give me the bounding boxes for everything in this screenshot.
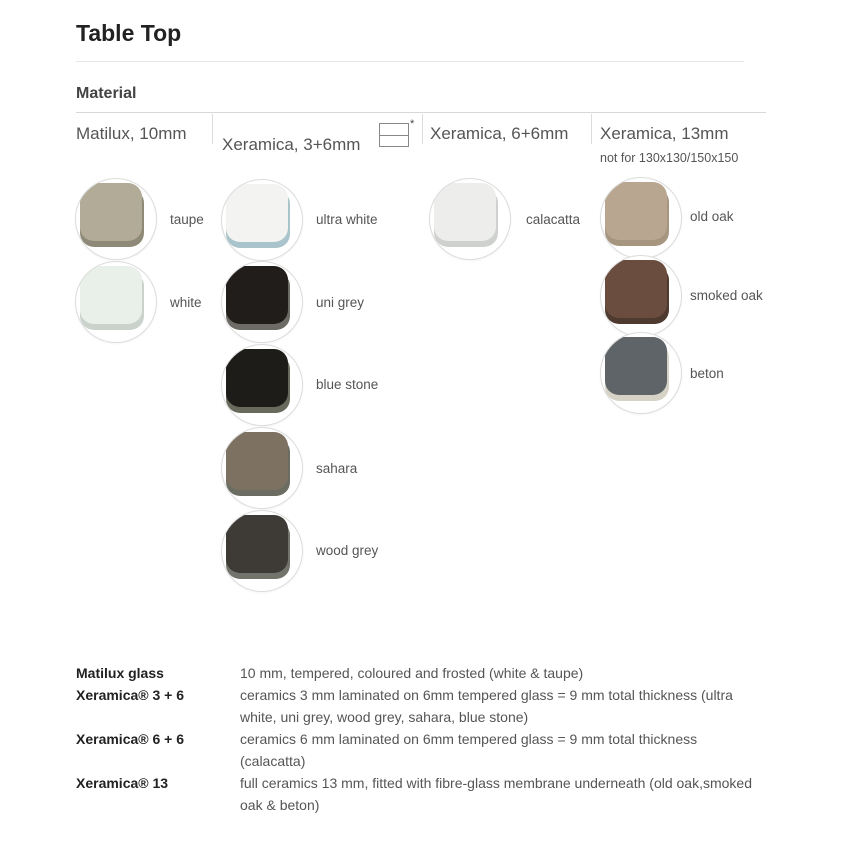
swatch-label-ultra-white: ultra white — [316, 212, 378, 227]
swatch-wood-grey[interactable] — [222, 511, 302, 591]
swatch-label-wood-grey: wood grey — [316, 543, 379, 558]
swatch-label-smoked-oak: smoked oak — [690, 288, 763, 303]
thickness-diagram-icon — [379, 123, 409, 147]
swatch-label-beton: beton — [690, 366, 724, 381]
spec-term-xeramica-13: Xeramica® 13 — [76, 775, 169, 791]
swatch-sahara[interactable] — [222, 428, 302, 508]
swatch-beton[interactable] — [601, 333, 681, 413]
swatch-blue-stone[interactable] — [222, 345, 302, 425]
swatch-ultra-white[interactable] — [222, 180, 302, 260]
swatch-label-old-oak: old oak — [690, 209, 734, 224]
swatch-label-sahara: sahara — [316, 461, 358, 476]
page-title: Table Top — [76, 20, 182, 46]
title-divider — [76, 61, 744, 62]
footnote-marker: * — [410, 118, 415, 130]
swatch-label-white: white — [170, 295, 202, 310]
column-heading-xeramica-13: Xeramica, 13mm — [600, 124, 729, 143]
spec-term-xeramica-3-6: Xeramica® 3 + 6 — [76, 687, 185, 703]
size-restriction-note: not for 130x130/150x150 — [600, 151, 739, 165]
swatch-label-blue-stone: blue stone — [316, 377, 379, 392]
swatch-uni-grey[interactable] — [222, 262, 302, 342]
column-heading-xeramica-3-6: Xeramica, 3+6mm — [222, 135, 361, 154]
swatch-calacatta[interactable] — [430, 179, 510, 259]
swatch-label-uni-grey: uni grey — [316, 295, 365, 310]
spec-term-xeramica-6-6: Xeramica® 6 + 6 — [76, 731, 185, 747]
spec-desc-xeramica-6-6: ceramics 6 mm laminated on 6mm tempered glass = 9 mm total thickness (calacatta) — [240, 731, 698, 769]
section-heading-material: Material — [76, 85, 137, 102]
swatch-label-taupe: taupe — [170, 212, 204, 227]
swatch-white[interactable] — [76, 262, 156, 342]
column-heading-matilux: Matilux, 10mm — [76, 124, 187, 143]
spec-desc-xeramica-13: full ceramics 13 mm, fitted with fibre-glass membrane underneath (old oak,smoked oak & beton) — [240, 775, 752, 813]
section-divider — [76, 112, 766, 113]
spec-desc-matilux: 10 mm, tempered, coloured and frosted (white & taupe) — [240, 665, 584, 681]
swatch-old-oak[interactable] — [601, 178, 681, 258]
swatch-label-calacatta: calacatta — [526, 212, 581, 227]
column-divider — [212, 114, 213, 144]
spec-term-matilux: Matilux glass — [76, 665, 164, 681]
column-divider — [591, 114, 592, 144]
column-divider — [422, 114, 423, 144]
spec-desc-xeramica-3-6: ceramics 3 mm laminated on 6mm tempered glass = 9 mm total thickness (ultra white, uni grey, wood grey, sahara, blue stone) — [240, 687, 733, 725]
column-heading-xeramica-6-6: Xeramica, 6+6mm — [430, 124, 569, 143]
swatch-taupe[interactable] — [76, 179, 156, 259]
swatch-smoked-oak[interactable] — [601, 256, 681, 336]
